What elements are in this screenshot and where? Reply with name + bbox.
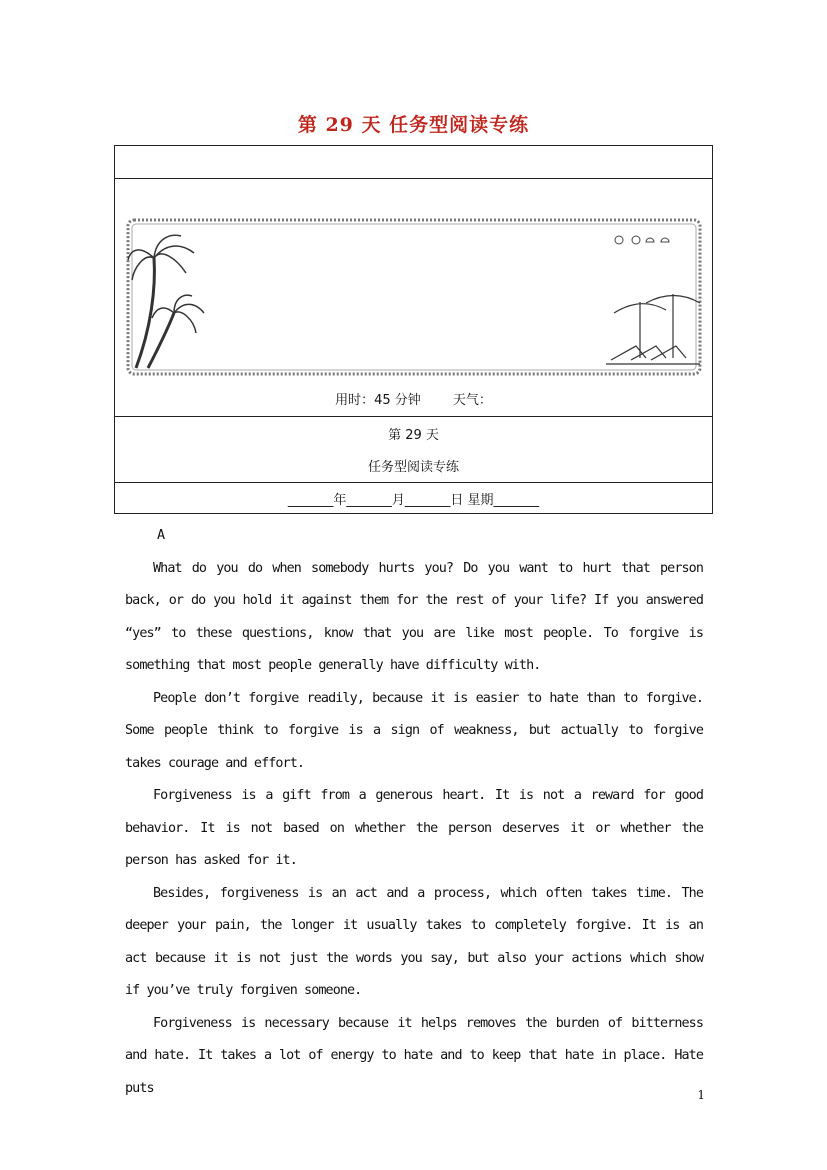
date-line: _______年_______月_______日 星期_______ (287, 493, 540, 508)
time-weather-line (115, 389, 712, 408)
page-number: 1 (697, 1088, 705, 1102)
beach-banner-image (126, 218, 702, 376)
header-row-day (115, 416, 712, 483)
paragraph: Besides, forgiveness is an act and a process, which often takes time. The deeper your pain, the longer it usually takes to completely forgive. It is an act because it is not just the words you say, but also your actions which show if you’ve truly forgiven someone. (125, 885, 703, 998)
beach-umbrella-icon (606, 294, 700, 364)
time-label: 用时：45 分钟 (335, 393, 421, 408)
reading-passage (125, 520, 703, 1105)
page-title: 第 29 天 任务型阅读专练 (297, 114, 530, 136)
paragraph: What do you do when somebody hurts you? Do you want to hurt that person back, or do you hold it against them for the rest of your life? If you answered “yes” to these questions, know that you are like most people. To forgive is something that most people generally have difficulty with. (125, 560, 703, 673)
header-row-empty (115, 146, 712, 179)
paragraph: People don’t forgive readily, because it is easier to hate than to forgive. Some people think to forgive is a sign of weakness, but actually to forgive takes courage and effort. (125, 690, 703, 771)
header-row-date (115, 482, 712, 513)
palm-tree-icon (128, 235, 204, 368)
paragraph: Forgiveness is necessary because it helps removes the burden of bitterness and hate. It takes a lot of energy to hate and to keep that hate in place. Hate puts (125, 1015, 703, 1096)
header-row-banner (115, 178, 712, 417)
weather-icons (615, 236, 669, 244)
section-label: A (157, 528, 165, 543)
day-label: 第 29 天 (388, 428, 439, 443)
header-table (114, 145, 713, 514)
weather-label: 天气： (452, 393, 492, 408)
subtitle-label: 任务型阅读专练 (367, 460, 459, 475)
paragraph: Forgiveness is a gift from a generous heart. It is not a reward for good behavior. It is not based on whether the person deserves it or whether the person has asked for it. (125, 788, 703, 868)
